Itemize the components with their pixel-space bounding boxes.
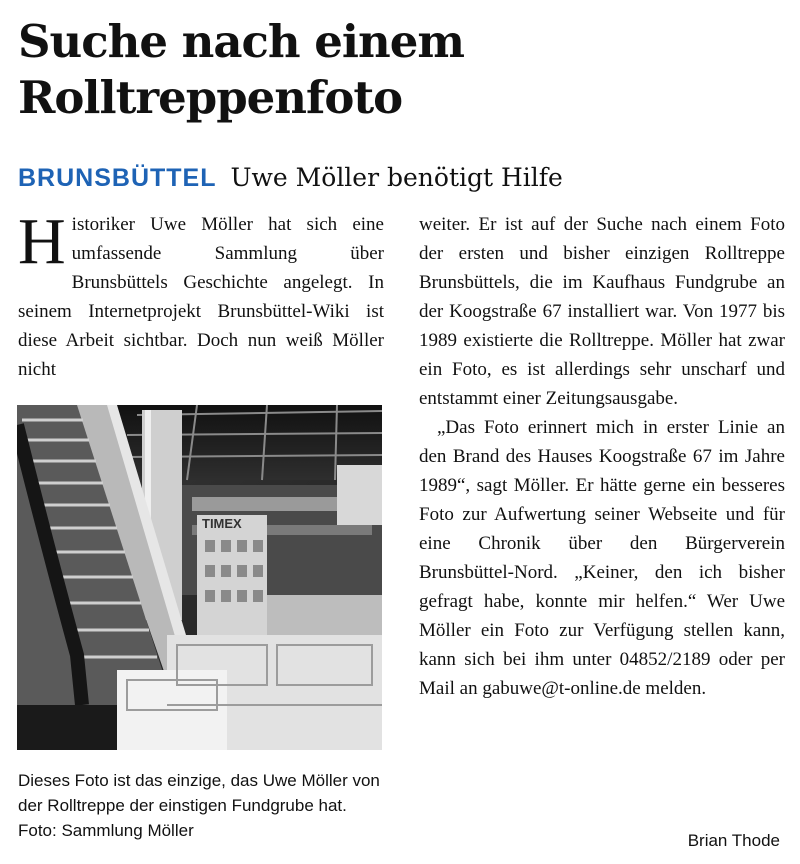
photo-sign-text: TIMEX bbox=[202, 516, 242, 531]
column-right-paragraph-2: „Das Foto erinnert mich in erster Linie an den Brand des Hauses Koogstraße 67 im Jahre 1989“, sagt Möller. Er hätte gerne ein besseres Foto zur Aufwertung seiner Webseite und für eine Chronik über den Bürgerverein Brunsbüttel-Nord. „Keiner, den ich bisher gefragt habe, konnte mir helfen.“ Wer Uwe Möller ein Foto zur Verfügung stellen kann, kann sich bei ihm unter 04852/2189 oder per Mail an gabuwe@t-online.de melden. bbox=[419, 417, 785, 699]
deck-text: Uwe Möller benötigt Hilfe bbox=[230, 163, 563, 192]
headline-line-1: Suche nach einem bbox=[18, 15, 464, 68]
article-column-right bbox=[419, 210, 785, 703]
escalator-photo bbox=[17, 405, 382, 750]
column-right-paragraph-1: weiter. Er ist auf der Suche nach einem Foto der ersten und bisher einzigen Rolltreppe Brunsbüttels, die im Kaufhaus Fundgrube an der Koogstraße 67 installiert war. Von 1977 bis 1989 existierte die Rolltreppe. Möller hat zwar ein Foto, es ist allerdings sehr unscharf und entstammt einer Zeitungsausgabe. bbox=[419, 214, 785, 409]
author-byline: Brian Thode bbox=[687, 831, 780, 850]
headline-line-2: Rolltreppenfoto bbox=[18, 71, 403, 124]
escalator-photo-image bbox=[17, 405, 382, 750]
photo-caption: Dieses Foto ist das einzige, das Uwe Möller von der Rolltreppe der einstigen Fundgrube hat. Foto: Sammlung Möller bbox=[18, 771, 380, 840]
headline bbox=[18, 14, 464, 126]
location-kicker: BRUNSBÜTTEL bbox=[18, 164, 217, 192]
subheadline bbox=[18, 162, 563, 194]
article-column-left bbox=[18, 205, 384, 384]
drop-cap: H bbox=[18, 205, 66, 278]
column-left-text: istoriker Uwe Möller hat sich eine umfassende Sammlung über Brunsbüttels Geschichte angelegt. In seinem Internetprojekt Brunsbüttel-Wiki ist diese Arbeit sichtbar. Doch nun weiß Möller nicht bbox=[18, 214, 384, 380]
